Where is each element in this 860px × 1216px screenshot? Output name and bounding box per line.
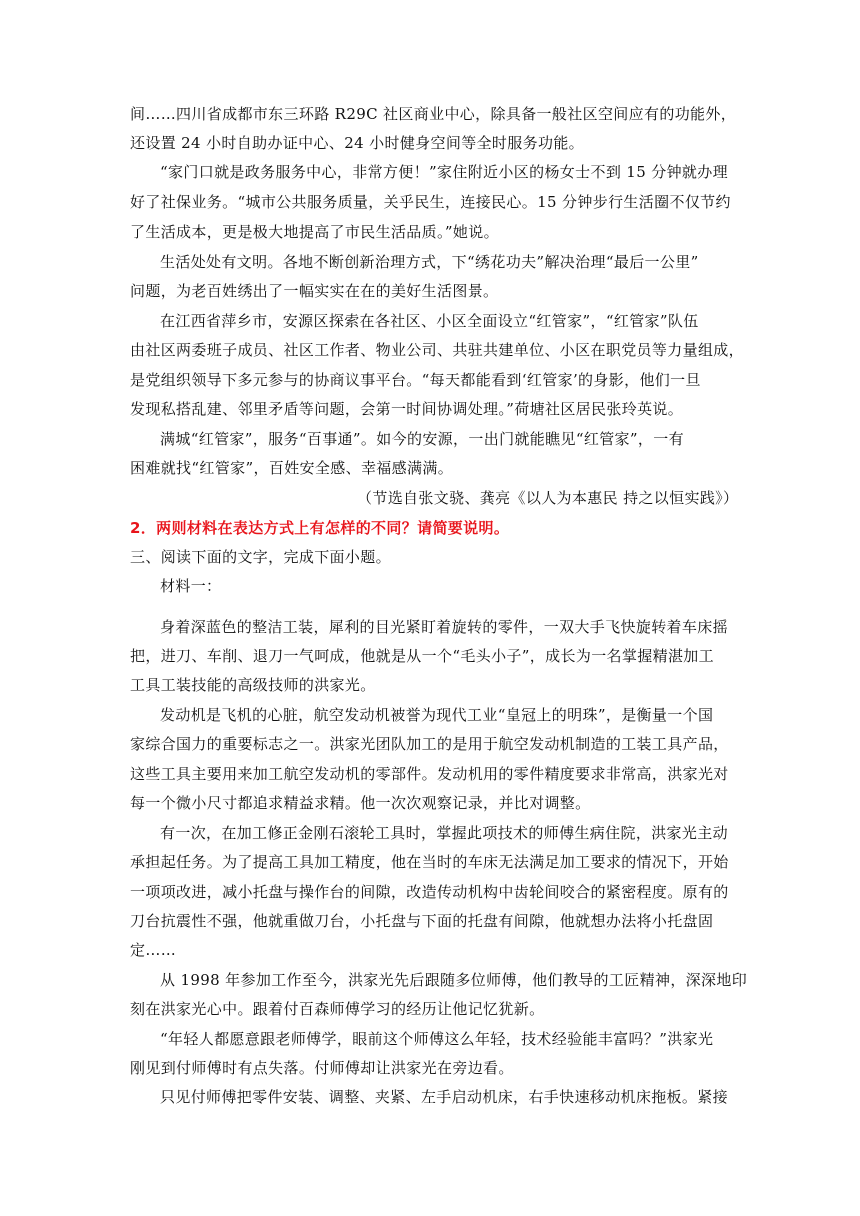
material-label: 材料一：: [160, 577, 222, 595]
text-line: 把，进刀、车削、退刀一气呵成，他就是从一个“毛头小子”，成长为一名掌握精湛加工: [130, 647, 714, 665]
text-line: 在江西省萍乡市，安源区探索在各社区、小区全面设立“红管家”，“红管家”队伍: [160, 312, 699, 330]
text-line: 生活处处有文明。各地不断创新治理方式，下“绣花功夫”解决治理“最后一公里”: [160, 253, 699, 271]
text-line: 这些工具主要用来加工航空发动机的零部件。发动机用的零件精度要求非常高，洪家光对: [130, 765, 729, 783]
text-line: 刚见到付师傅时有点失落。付师傅却让洪家光在旁边看。: [130, 1059, 514, 1077]
text-line: 家综合国力的重要标志之一。洪家光团队加工的是用于航空发动机制造的工装工具产品，: [130, 735, 729, 753]
text-line: 工具工装技能的高级技师的洪家光。: [130, 676, 376, 694]
text-line: 有一次，在加工修正金刚石滚轮工具时，掌握此项技术的师傅生病住院，洪家光主动: [160, 824, 728, 842]
text-line: 问题，为老百姓绣出了一幅实实在在的美好生活图景。: [130, 282, 499, 300]
text-line: “家门口就是政务服务中心，非常方便！”家住附近小区的杨女士不到 15 分钟就办理: [160, 163, 728, 181]
text-line: 了生活成本，更是极大地提高了市民生活品质。”她说。: [130, 223, 499, 241]
text-line: 发动机是飞机的心脏，航空发动机被誉为现代工业“皇冠上的明珠”，是衡量一个国: [160, 706, 714, 724]
text-line: 发现私搭乱建、邻里矛盾等问题，会第一时间协调处理。”荷塘社区居民张玲英说。: [130, 400, 684, 418]
text-line: 从 1998 年参加工作至今，洪家光先后跟随多位师傅，他们教导的工匠精神，深深地印: [160, 971, 748, 989]
text-line: 只见付师傅把零件安装、调整、夹紧、左手启动机床，右手快速移动机床拖板。紧接: [160, 1088, 728, 1106]
text-line: 定……: [130, 941, 177, 959]
text-line: 一项项改进，减小托盘与操作台的间隙，改造传动机构中齿轮间咬合的紧密程度。原有的: [130, 883, 729, 901]
text-line: 每一个微小尺寸都追求精益求精。他一次次观察记录，并比对调整。: [130, 794, 591, 812]
text-line: 承担起任务。为了提高工具加工精度，他在当时的车床无法满足加工要求的情况下，开始: [130, 853, 729, 871]
question-2: 2．两则材料在表达方式上有怎样的不同？请简要说明。: [130, 519, 510, 537]
text-line: 刀台抗震性不强，他就重做刀台，小托盘与下面的托盘有间隙，他就想办法将小托盘固: [130, 912, 714, 930]
text-line: 困难就找“红管家”，百姓安全感、幸福感满满。: [130, 459, 454, 477]
text-line: 满城“红管家”，服务“百事通”。如今的安源，一出门就能瞧见“红管家”，一有: [160, 430, 684, 448]
text-line: 好了社保业务。“城市公共服务质量，关乎民生，连接民心。15 分钟步行生活圈不仅节约: [130, 193, 731, 211]
section-heading: 三、阅读下面的文字，完成下面小题。: [130, 548, 391, 566]
text-line: 刻在洪家光心中。跟着付百森师傅学习的经历让他记忆犹新。: [130, 1000, 545, 1018]
text-line: 还设置 24 小时自助办证中心、24 小时健身空间等全时服务功能。: [130, 134, 585, 152]
text-line: “年轻人都愿意跟老师傅学，眼前这个师傅这么年轻，技术经验能丰富吗？”洪家光: [160, 1030, 714, 1048]
text-line: 由社区两委班子成员、社区工作者、物业公司、共驻共建单位、小区在职党员等力量组成，: [130, 341, 745, 359]
text-line: 身着深蓝色的整洁工装，犀利的目光紧盯着旋转的零件，一双大手飞快旋转着车床摇: [160, 618, 728, 636]
text-line: 是党组织领导下多元参与的协商议事平台。“每天都能看到‘红管家’的身影，他们一旦: [130, 371, 701, 389]
source-citation: （节选自张文骁、龚亮《以人为本惠民 持之以恒实践》）: [357, 489, 739, 507]
text-line: 间……四川省成都市东三环路 R29C 社区商业中心，除具备一般社区空间应有的功能外，: [130, 105, 737, 123]
